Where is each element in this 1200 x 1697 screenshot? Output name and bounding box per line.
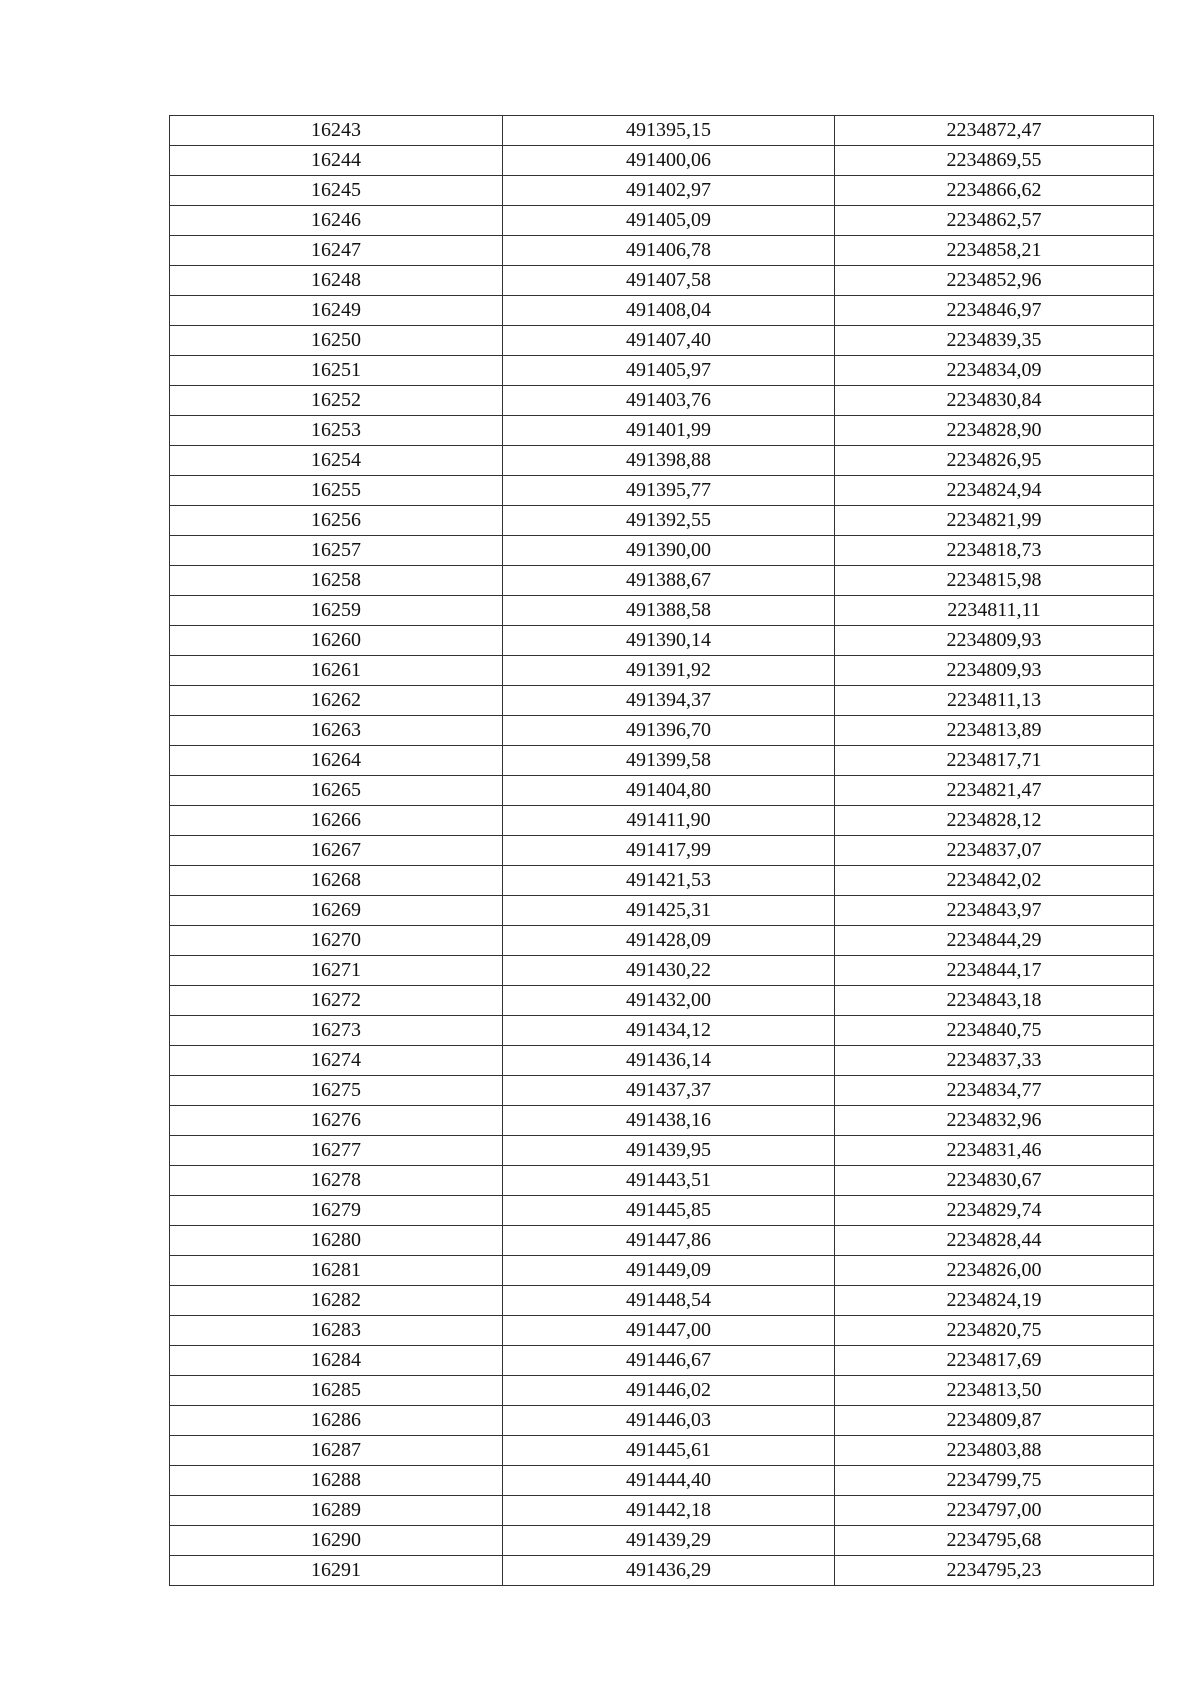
point-number-cell: 16279 — [170, 1196, 503, 1226]
point-number-cell: 16287 — [170, 1436, 503, 1466]
x-coordinate-cell: 491411,90 — [503, 806, 835, 836]
table-row — [170, 1016, 1154, 1046]
table-row — [170, 716, 1154, 746]
x-coordinate-cell: 491408,04 — [503, 296, 835, 326]
y-coordinate-cell: 2234866,62 — [835, 176, 1154, 206]
point-number-cell: 16263 — [170, 716, 503, 746]
y-coordinate-cell: 2234795,23 — [835, 1556, 1154, 1586]
table-row — [170, 1406, 1154, 1436]
y-coordinate-cell: 2234832,96 — [835, 1106, 1154, 1136]
y-coordinate-cell: 2234828,44 — [835, 1226, 1154, 1256]
point-number-cell: 16249 — [170, 296, 503, 326]
y-coordinate-cell: 2234824,19 — [835, 1286, 1154, 1316]
point-number-cell: 16243 — [170, 116, 503, 146]
y-coordinate-cell: 2234817,71 — [835, 746, 1154, 776]
table-row — [170, 1106, 1154, 1136]
y-coordinate-cell: 2234846,97 — [835, 296, 1154, 326]
point-number-cell: 16277 — [170, 1136, 503, 1166]
x-coordinate-cell: 491388,58 — [503, 596, 835, 626]
y-coordinate-cell: 2234862,57 — [835, 206, 1154, 236]
y-coordinate-cell: 2234815,98 — [835, 566, 1154, 596]
point-number-cell: 16246 — [170, 206, 503, 236]
y-coordinate-cell: 2234852,96 — [835, 266, 1154, 296]
point-number-cell: 16259 — [170, 596, 503, 626]
x-coordinate-cell: 491405,97 — [503, 356, 835, 386]
y-coordinate-cell: 2234828,12 — [835, 806, 1154, 836]
point-number-cell: 16257 — [170, 536, 503, 566]
x-coordinate-cell: 491432,00 — [503, 986, 835, 1016]
table-row — [170, 476, 1154, 506]
point-number-cell: 16278 — [170, 1166, 503, 1196]
y-coordinate-cell: 2234844,17 — [835, 956, 1154, 986]
point-number-cell: 16265 — [170, 776, 503, 806]
table-row — [170, 626, 1154, 656]
point-number-cell: 16247 — [170, 236, 503, 266]
x-coordinate-cell: 491449,09 — [503, 1256, 835, 1286]
y-coordinate-cell: 2234799,75 — [835, 1466, 1154, 1496]
point-number-cell: 16271 — [170, 956, 503, 986]
x-coordinate-cell: 491398,88 — [503, 446, 835, 476]
y-coordinate-cell: 2234813,50 — [835, 1376, 1154, 1406]
point-number-cell: 16289 — [170, 1496, 503, 1526]
table-row — [170, 506, 1154, 536]
x-coordinate-cell: 491448,54 — [503, 1286, 835, 1316]
point-number-cell: 16245 — [170, 176, 503, 206]
table-row — [170, 596, 1154, 626]
x-coordinate-cell: 491438,16 — [503, 1106, 835, 1136]
y-coordinate-cell: 2234826,95 — [835, 446, 1154, 476]
x-coordinate-cell: 491390,00 — [503, 536, 835, 566]
point-number-cell: 16284 — [170, 1346, 503, 1376]
point-number-cell: 16252 — [170, 386, 503, 416]
table-row — [170, 1556, 1154, 1586]
x-coordinate-cell: 491395,15 — [503, 116, 835, 146]
table-row — [170, 176, 1154, 206]
point-number-cell: 16268 — [170, 866, 503, 896]
point-number-cell: 16276 — [170, 1106, 503, 1136]
point-number-cell: 16264 — [170, 746, 503, 776]
table-row — [170, 356, 1154, 386]
table-row — [170, 986, 1154, 1016]
y-coordinate-cell: 2234858,21 — [835, 236, 1154, 266]
y-coordinate-cell: 2234797,00 — [835, 1496, 1154, 1526]
table-row — [170, 1316, 1154, 1346]
point-number-cell: 16283 — [170, 1316, 503, 1346]
x-coordinate-cell: 491425,31 — [503, 896, 835, 926]
table-row — [170, 1466, 1154, 1496]
x-coordinate-cell: 491404,80 — [503, 776, 835, 806]
x-coordinate-cell: 491395,77 — [503, 476, 835, 506]
y-coordinate-cell: 2234813,89 — [835, 716, 1154, 746]
table-row — [170, 1046, 1154, 1076]
point-number-cell: 16255 — [170, 476, 503, 506]
table-row — [170, 296, 1154, 326]
table-row — [170, 1226, 1154, 1256]
table-row — [170, 806, 1154, 836]
table-row — [170, 1496, 1154, 1526]
y-coordinate-cell: 2234826,00 — [835, 1256, 1154, 1286]
point-number-cell: 16253 — [170, 416, 503, 446]
y-coordinate-cell: 2234839,35 — [835, 326, 1154, 356]
table-row — [170, 1136, 1154, 1166]
x-coordinate-cell: 491400,06 — [503, 146, 835, 176]
point-number-cell: 16270 — [170, 926, 503, 956]
x-coordinate-cell: 491396,70 — [503, 716, 835, 746]
y-coordinate-cell: 2234837,33 — [835, 1046, 1154, 1076]
y-coordinate-cell: 2234834,09 — [835, 356, 1154, 386]
point-number-cell: 16285 — [170, 1376, 503, 1406]
table-row — [170, 386, 1154, 416]
y-coordinate-cell: 2234844,29 — [835, 926, 1154, 956]
x-coordinate-cell: 491407,40 — [503, 326, 835, 356]
x-coordinate-cell: 491444,40 — [503, 1466, 835, 1496]
point-number-cell: 16244 — [170, 146, 503, 176]
table-row — [170, 146, 1154, 176]
table-row — [170, 116, 1154, 146]
table-row — [170, 656, 1154, 686]
x-coordinate-cell: 491439,29 — [503, 1526, 835, 1556]
table-row — [170, 956, 1154, 986]
x-coordinate-cell: 491437,37 — [503, 1076, 835, 1106]
table-row — [170, 566, 1154, 596]
y-coordinate-cell: 2234809,93 — [835, 626, 1154, 656]
table-row — [170, 416, 1154, 446]
y-coordinate-cell: 2234829,74 — [835, 1196, 1154, 1226]
point-number-cell: 16256 — [170, 506, 503, 536]
y-coordinate-cell: 2234834,77 — [835, 1076, 1154, 1106]
point-number-cell: 16261 — [170, 656, 503, 686]
point-number-cell: 16269 — [170, 896, 503, 926]
point-number-cell: 16272 — [170, 986, 503, 1016]
x-coordinate-cell: 491447,00 — [503, 1316, 835, 1346]
table-row — [170, 1256, 1154, 1286]
x-coordinate-cell: 491421,53 — [503, 866, 835, 896]
x-coordinate-cell: 491402,97 — [503, 176, 835, 206]
y-coordinate-cell: 2234830,67 — [835, 1166, 1154, 1196]
table-row — [170, 746, 1154, 776]
x-coordinate-cell: 491391,92 — [503, 656, 835, 686]
y-coordinate-cell: 2234803,88 — [835, 1436, 1154, 1466]
y-coordinate-cell: 2234821,99 — [835, 506, 1154, 536]
x-coordinate-cell: 491434,12 — [503, 1016, 835, 1046]
coordinates-table-body — [170, 116, 1154, 1586]
point-number-cell: 16254 — [170, 446, 503, 476]
x-coordinate-cell: 491445,61 — [503, 1436, 835, 1466]
table-row — [170, 1526, 1154, 1556]
y-coordinate-cell: 2234843,18 — [835, 986, 1154, 1016]
point-number-cell: 16290 — [170, 1526, 503, 1556]
point-number-cell: 16286 — [170, 1406, 503, 1436]
x-coordinate-cell: 491407,58 — [503, 266, 835, 296]
y-coordinate-cell: 2234824,94 — [835, 476, 1154, 506]
x-coordinate-cell: 491436,14 — [503, 1046, 835, 1076]
table-row — [170, 776, 1154, 806]
x-coordinate-cell: 491399,58 — [503, 746, 835, 776]
point-number-cell: 16281 — [170, 1256, 503, 1286]
table-row — [170, 1376, 1154, 1406]
y-coordinate-cell: 2234828,90 — [835, 416, 1154, 446]
y-coordinate-cell: 2234820,75 — [835, 1316, 1154, 1346]
y-coordinate-cell: 2234817,69 — [835, 1346, 1154, 1376]
x-coordinate-cell: 491392,55 — [503, 506, 835, 536]
table-row — [170, 686, 1154, 716]
y-coordinate-cell: 2234811,13 — [835, 686, 1154, 716]
x-coordinate-cell: 491394,37 — [503, 686, 835, 716]
y-coordinate-cell: 2234811,11 — [835, 596, 1154, 626]
point-number-cell: 16282 — [170, 1286, 503, 1316]
table-row — [170, 326, 1154, 356]
coordinates-table — [169, 115, 1154, 1586]
x-coordinate-cell: 491442,18 — [503, 1496, 835, 1526]
x-coordinate-cell: 491445,85 — [503, 1196, 835, 1226]
point-number-cell: 16273 — [170, 1016, 503, 1046]
table-row — [170, 1166, 1154, 1196]
table-row — [170, 926, 1154, 956]
x-coordinate-cell: 491446,02 — [503, 1376, 835, 1406]
table-row — [170, 266, 1154, 296]
y-coordinate-cell: 2234843,97 — [835, 896, 1154, 926]
x-coordinate-cell: 491406,78 — [503, 236, 835, 266]
x-coordinate-cell: 491388,67 — [503, 566, 835, 596]
x-coordinate-cell: 491401,99 — [503, 416, 835, 446]
point-number-cell: 16280 — [170, 1226, 503, 1256]
x-coordinate-cell: 491443,51 — [503, 1166, 835, 1196]
x-coordinate-cell: 491417,99 — [503, 836, 835, 866]
y-coordinate-cell: 2234809,87 — [835, 1406, 1154, 1436]
table-row — [170, 1076, 1154, 1106]
x-coordinate-cell: 491436,29 — [503, 1556, 835, 1586]
point-number-cell: 16291 — [170, 1556, 503, 1586]
x-coordinate-cell: 491446,03 — [503, 1406, 835, 1436]
point-number-cell: 16267 — [170, 836, 503, 866]
x-coordinate-cell: 491447,86 — [503, 1226, 835, 1256]
x-coordinate-cell: 491428,09 — [503, 926, 835, 956]
point-number-cell: 16248 — [170, 266, 503, 296]
table-row — [170, 536, 1154, 566]
y-coordinate-cell: 2234842,02 — [835, 866, 1154, 896]
table-row — [170, 866, 1154, 896]
point-number-cell: 16275 — [170, 1076, 503, 1106]
point-number-cell: 16288 — [170, 1466, 503, 1496]
table-row — [170, 1436, 1154, 1466]
y-coordinate-cell: 2234831,46 — [835, 1136, 1154, 1166]
y-coordinate-cell: 2234837,07 — [835, 836, 1154, 866]
x-coordinate-cell: 491405,09 — [503, 206, 835, 236]
table-row — [170, 1196, 1154, 1226]
table-row — [170, 1346, 1154, 1376]
x-coordinate-cell: 491403,76 — [503, 386, 835, 416]
table-row — [170, 896, 1154, 926]
y-coordinate-cell: 2234830,84 — [835, 386, 1154, 416]
x-coordinate-cell: 491390,14 — [503, 626, 835, 656]
y-coordinate-cell: 2234795,68 — [835, 1526, 1154, 1556]
y-coordinate-cell: 2234840,75 — [835, 1016, 1154, 1046]
x-coordinate-cell: 491446,67 — [503, 1346, 835, 1376]
table-row — [170, 1286, 1154, 1316]
point-number-cell: 16258 — [170, 566, 503, 596]
y-coordinate-cell: 2234872,47 — [835, 116, 1154, 146]
y-coordinate-cell: 2234818,73 — [835, 536, 1154, 566]
point-number-cell: 16251 — [170, 356, 503, 386]
x-coordinate-cell: 491439,95 — [503, 1136, 835, 1166]
y-coordinate-cell: 2234821,47 — [835, 776, 1154, 806]
table-row — [170, 446, 1154, 476]
table-row — [170, 206, 1154, 236]
point-number-cell: 16266 — [170, 806, 503, 836]
y-coordinate-cell: 2234869,55 — [835, 146, 1154, 176]
table-row — [170, 236, 1154, 266]
table-row — [170, 836, 1154, 866]
point-number-cell: 16250 — [170, 326, 503, 356]
point-number-cell: 16262 — [170, 686, 503, 716]
x-coordinate-cell: 491430,22 — [503, 956, 835, 986]
point-number-cell: 16260 — [170, 626, 503, 656]
y-coordinate-cell: 2234809,93 — [835, 656, 1154, 686]
point-number-cell: 16274 — [170, 1046, 503, 1076]
